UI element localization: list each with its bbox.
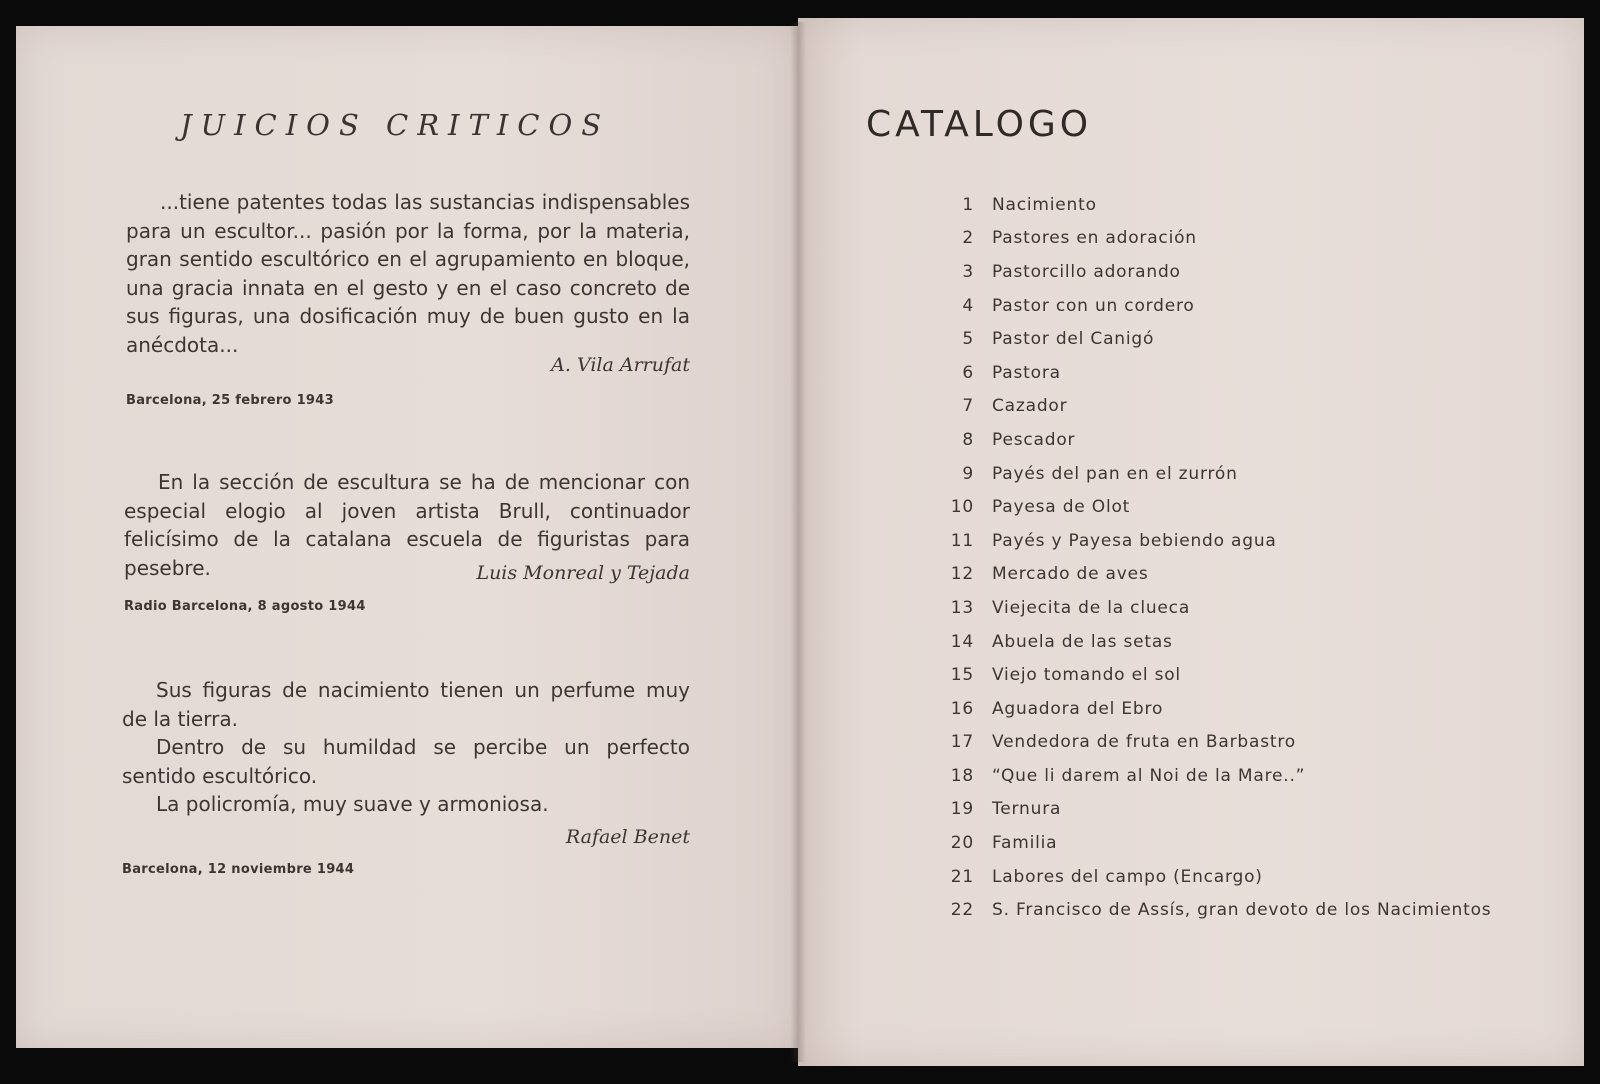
review-1-author: A. Vila Arrufat xyxy=(551,354,690,376)
catalog-item xyxy=(930,893,1570,927)
catalog-item xyxy=(930,322,1570,356)
catalog-item xyxy=(930,826,1570,860)
catalog-number: 18 xyxy=(950,765,974,786)
catalog-title: Nacimiento xyxy=(992,194,1097,215)
catalog-item xyxy=(930,860,1570,894)
catalog-number: 20 xyxy=(950,833,974,854)
catalog-number: 9 xyxy=(962,463,974,484)
catalog-title: S. Francisco de Assís, gran devoto de los Nacimientos xyxy=(992,900,1492,921)
catalog-number: 14 xyxy=(950,631,974,652)
catalog-title: Payés y Payesa bebiendo agua xyxy=(992,530,1277,551)
catalog-title: Ternura xyxy=(992,799,1062,820)
catalog-item xyxy=(930,457,1570,491)
catalog-title: Pastora xyxy=(992,362,1061,383)
catalog-item xyxy=(930,188,1570,222)
review-1-paragraph: ...tiene patentes todas las sustancias indispensables para un escultor... pasión por la forma, por la materia, gran sentido escultórico en el agrupamiento en bloque, una gracia innata en el gesto y en el caso concreto de sus figuras, una dosificación muy de buen gusto en la anécdota... xyxy=(126,190,690,357)
catalog-title: Mercado de aves xyxy=(992,564,1149,585)
catalog-number: 6 xyxy=(962,362,974,383)
catalog-title: Vendedora de fruta en Barbastro xyxy=(992,732,1296,753)
catalog-title: Labores del campo (Encargo) xyxy=(992,866,1263,887)
catalog-item xyxy=(930,591,1570,625)
catalog-number: 5 xyxy=(962,329,974,350)
review-2-paragraph: En la sección de escultura se ha de mencionar con especial elogio al joven artista Brull, continuador felicísimo de la catalana escuela de figuristas para pesebre. xyxy=(124,470,690,580)
catalog-item xyxy=(930,726,1570,760)
review-3-source: Barcelona, 12 noviembre 1944 xyxy=(122,862,355,877)
catalog-number: 21 xyxy=(950,866,974,887)
review-2-author: Luis Monreal y Tejada xyxy=(476,562,690,584)
catalog-item xyxy=(930,390,1570,424)
catalog-item xyxy=(930,423,1570,457)
catalog-number: 3 xyxy=(962,261,974,282)
catalog-title: Pastor con un cordero xyxy=(992,295,1195,316)
catalog-item xyxy=(930,356,1570,390)
catalog-item xyxy=(930,759,1570,793)
catalog-number: 12 xyxy=(950,564,974,585)
catalog-title: “Que li darem al Noi de la Mare..” xyxy=(992,765,1306,786)
catalog-item xyxy=(930,625,1570,659)
review-1-text xyxy=(126,188,690,359)
catalog-item xyxy=(930,524,1570,558)
catalog-title: Abuela de las setas xyxy=(992,631,1173,652)
page-title-catalogo: CATALOGO xyxy=(866,104,1093,145)
catalog-number: 1 xyxy=(962,194,974,215)
catalog-number: 10 xyxy=(950,497,974,518)
review-1-source: Barcelona, 25 febrero 1943 xyxy=(126,393,334,408)
catalog-title: Viejo tomando el sol xyxy=(992,665,1181,686)
catalog-title: Viejecita de la clueca xyxy=(992,597,1191,618)
review-3-author: Rafael Benet xyxy=(565,826,690,848)
catalog-list xyxy=(930,188,1570,927)
catalog-item xyxy=(930,222,1570,256)
page-gutter xyxy=(790,22,806,1062)
review-2-source: Radio Barcelona, 8 agosto 1944 xyxy=(124,599,366,614)
review-3-text xyxy=(122,676,690,819)
catalog-title: Payés del pan en el zurrón xyxy=(992,463,1238,484)
catalog-title: Pastor del Canigó xyxy=(992,329,1155,350)
catalog-number: 15 xyxy=(950,665,974,686)
catalog-number: 7 xyxy=(962,396,974,417)
catalog-number: 11 xyxy=(950,530,974,551)
catalog-title: Pastores en adoración xyxy=(992,228,1197,249)
catalog-number: 4 xyxy=(962,295,974,316)
page-title-juicios: JUICIOS CRITICOS xyxy=(180,108,611,142)
catalog-number: 8 xyxy=(962,429,974,450)
review-3-paragraph-3: La policromía, muy suave y armoniosa. xyxy=(156,792,549,816)
catalog-item xyxy=(930,255,1570,289)
catalog-number: 22 xyxy=(950,900,974,921)
catalog-title: Aguadora del Ebro xyxy=(992,698,1164,719)
catalog-title: Familia xyxy=(992,833,1058,854)
catalog-number: 2 xyxy=(962,228,974,249)
catalog-item xyxy=(930,658,1570,692)
catalog-item xyxy=(930,490,1570,524)
catalog-title: Pescador xyxy=(992,429,1076,450)
catalog-title: Payesa de Olot xyxy=(992,497,1131,518)
review-3-paragraph-1: Sus figuras de nacimiento tienen un perfume muy de la tierra. xyxy=(122,678,690,731)
catalog-number: 17 xyxy=(950,732,974,753)
catalog-title: Cazador xyxy=(992,396,1068,417)
catalog-title: Pastorcillo adorando xyxy=(992,261,1181,282)
catalog-item xyxy=(930,558,1570,592)
catalog-number: 19 xyxy=(950,799,974,820)
review-3-paragraph-2: Dentro de su humildad se percibe un perfecto sentido escultórico. xyxy=(122,735,690,788)
catalog-item xyxy=(930,692,1570,726)
catalog-number: 16 xyxy=(950,698,974,719)
catalog-item xyxy=(930,793,1570,827)
catalog-number: 13 xyxy=(950,597,974,618)
catalog-item xyxy=(930,289,1570,323)
